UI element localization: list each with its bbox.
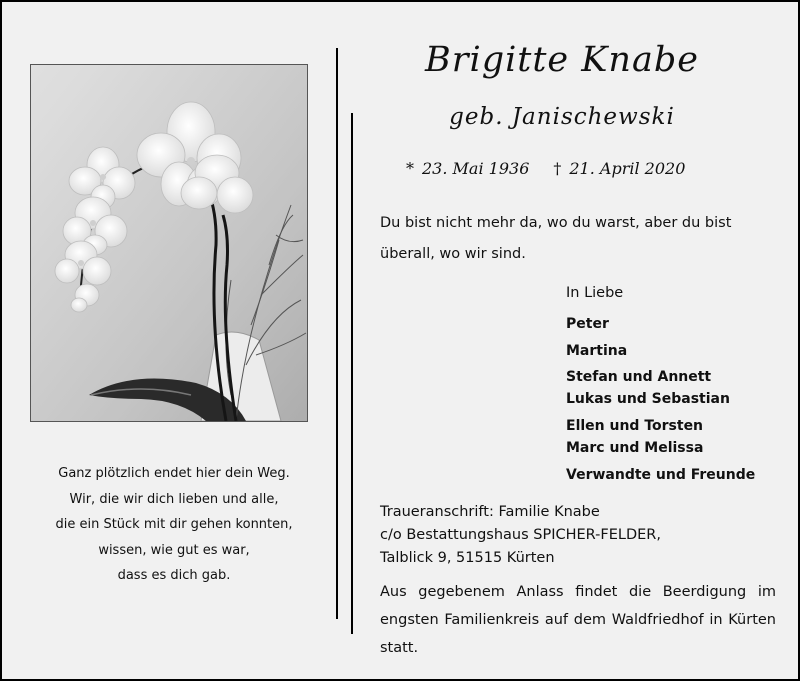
orchid-image (31, 65, 307, 421)
quote (380, 208, 780, 270)
mourner: Marc und Melissa (566, 440, 704, 456)
death-cross-icon: † (553, 159, 562, 178)
birth-name: geb. Janischewski (449, 104, 675, 130)
poem-line: wissen, wie gut es war, (98, 542, 250, 558)
mourner: Martina (566, 343, 628, 359)
funeral-note: Aus gegebenem Anlass findet die Beerdigung im engsten Familienkreis auf dem Waldfriedhof in Kürten statt. (380, 584, 776, 656)
death-date: 21. April 2020 (569, 159, 686, 178)
birth-star-icon: * (406, 159, 414, 178)
poem-line: dass es dich gab. (117, 568, 231, 583)
poem-line: die ein Stück mit dir gehen konnten, (55, 517, 293, 532)
divider-left (336, 48, 338, 619)
mourner: Ellen und Torsten (566, 418, 704, 434)
address-line: c/o Bestattungshaus SPICHER-FELDER, (380, 527, 661, 543)
poem-line: Wir, die wir dich lieben und alle, (69, 491, 279, 507)
mourner: Verwandte und Freunde (566, 467, 756, 483)
mourner: Peter (566, 316, 609, 332)
life-dates (406, 159, 685, 178)
birth-date: 23. Mai 1936 (422, 159, 530, 178)
deceased-name: Brigitte Knabe (425, 40, 699, 80)
divider-right (351, 113, 353, 634)
mourner: Stefan und Annett (566, 369, 712, 385)
address-line: Traueranschrift: Familie Knabe (380, 504, 600, 520)
orchid-photo (30, 64, 308, 422)
poem (24, 461, 324, 589)
quote-line: überall, wo wir sind. (380, 246, 526, 262)
quote-line: Du bist nicht mehr da, wo du warst, aber du bist (380, 215, 732, 231)
mourning-address (380, 501, 790, 570)
mourner: Lukas und Sebastian (566, 391, 730, 407)
greeting: In Liebe (566, 285, 624, 301)
poem-line: Ganz plötzlich endet hier dein Weg. (58, 466, 290, 481)
address-line: Talblick 9, 51515 Kürten (380, 550, 555, 566)
